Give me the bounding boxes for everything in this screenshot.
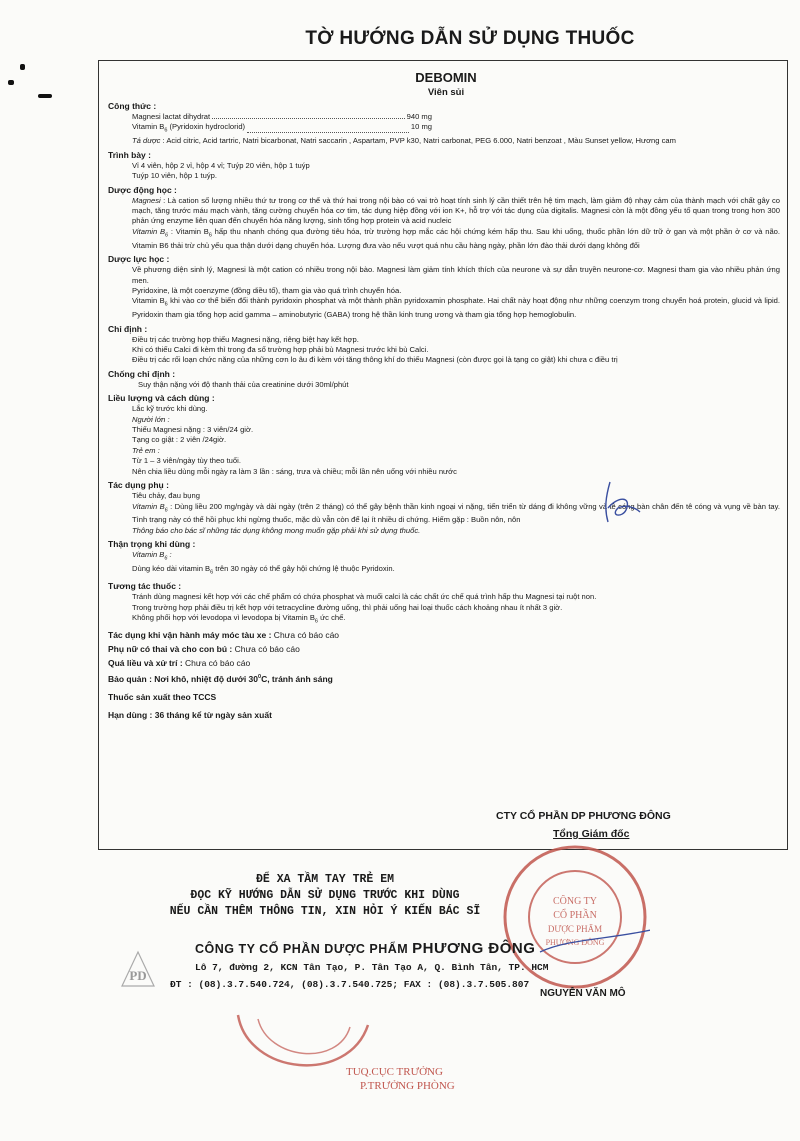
warning-line: NẾU CẦN THÊM THÔNG TIN, XIN HỎI Ý KIẾN BÁC SĨ: [169, 905, 481, 918]
signature-name: NGUYỄN VĂN MÔ: [540, 988, 626, 999]
side-effect-notice: Thông báo cho bác sĩ những tác dụng không mong muốn gặp phải khi sử dụng thuốc.: [132, 525, 421, 535]
section-pharmacodynamics-heading: Dược động học :: [108, 184, 177, 195]
expiry-date: Hạn dùng : 36 tháng kể từ ngày sản xuất: [108, 709, 272, 720]
pharmacodynamics-vitamin-b6: Vitamin $B_6$ : Vitamin $B_6$ hấp thu nhanh chóng qua đường tiêu hóa, trừ trường hợp mắc các hội chứng kém hấp thu. Sau khi uống, thuốc phần lớn dữ trữ ở gan và một phần ở cơ và não. Vitamin B6 thải trừ chủ yếu qua thận dưới dạng chuyển hóa. Lượng đưa vào nếu vượt quá nhu cầu hàng ngày, phần lớn đào thải dưới dạng không đổi: [132, 226, 781, 250]
interaction-line: Không phối hợp với levodopa vì levodopa bị Vitamin $B_6$ ức chế.: [132, 612, 346, 625]
section-overdose: Quá liều và xử trí : Chưa có báo cáo: [108, 657, 251, 668]
scan-mark: [20, 64, 25, 70]
side-effect-line: Tiêu chảy, đau bụng: [132, 491, 200, 501]
section-contraindications-heading: Chống chỉ định :: [108, 368, 176, 379]
warning-line: ĐỂ XA TẦM TAY TRẺ EM: [255, 873, 395, 886]
indication-item: Khi có thiếu Calci đi kèm thì trong đa số trường hợp phải bù Magnesi trước khi bù Calci.: [132, 345, 429, 355]
formula-item-magnesi: Magnesi lactat dihydrat 940 mg: [132, 112, 432, 121]
dosage-note: Nên chia liều dùng mỗi ngày ra làm 3 lần : sáng, trưa và chiều; mỗi lần nên uống với nhiều nước: [132, 466, 457, 476]
section-pregnancy: Phụ nữ có thai và cho con bú : Chưa có báo cáo: [108, 643, 300, 654]
svg-text:CỔ PHẦN: CỔ PHẦN: [553, 910, 597, 921]
svg-text:CÔNG TY: CÔNG TY: [553, 896, 597, 907]
warning-line: ĐỌC KỸ HƯỚNG DẪN SỬ DỤNG TRƯỚC KHI DÙNG: [190, 889, 460, 902]
section-indications-heading: Chỉ định :: [108, 323, 148, 334]
dosage-line: Thiếu Magnesi nặng : 3 viên/24 giờ.: [132, 425, 254, 435]
section-packaging-heading: Trình bày :: [108, 149, 151, 160]
company-address: Lô 7, đường 2, KCN Tân Tạo, P. Tân Tạo A, Q. Bình Tân, TP. HCM: [195, 962, 549, 973]
leaflet-content: [108, 64, 784, 721]
warnings-block: [0, 872, 800, 920]
packaging-line: Tuýp 10 viên, hộp 1 tuýp.: [132, 171, 217, 181]
logo-icon: [118, 950, 158, 990]
company-name: CÔNG TY CỔ PHẦN DƯỢC PHẨM PHƯƠNG ĐÔNG: [195, 940, 536, 957]
section-side-effects-heading: Tác dụng phụ :: [108, 480, 169, 491]
company-logo: [118, 950, 158, 990]
scan-mark: [38, 94, 52, 98]
indication-item: Điều trị các rối loạn chức năng của những cơn lo âu đi kèm với tăng thông khí do thiếu Magnesi (còn được gọi là tạng co giật) khi chưa c điều trị: [132, 355, 618, 365]
product-name: DEBOMIN: [415, 70, 477, 85]
section-dosage-heading: Liều lượng và cách dùng :: [108, 393, 215, 404]
company-phone: ĐT : (08).3.7.540.724, (08).3.7.540.725; FAX : (08).3.7.505.807: [170, 979, 530, 990]
page-title: TỜ HƯỚNG DẪN SỬ DỤNG THUỐC: [305, 28, 635, 49]
dosage-adult-label: Người lớn :: [132, 414, 170, 424]
pharmacology-paragraph: Vitamin $B_6$ khi vào cơ thể biến đổi thành pyridoxin phosphat và một thành phần pyridoxamin phosphate. Hai chất này hoạt động như những coenzym trong chuyển hoá protein, glucid và lipid. Pyridoxin tham gia tổng hợp acid gamma – aminobutyric (GABA) trong hệ thần kinh trung ương và tham gia tổng hợp hemoglobulin.: [132, 296, 780, 320]
pharmacodynamics-magnesi: Magnesi : Là cation số lượng nhiều thứ tư trong cơ thể và thứ hai trong nội bào có vai trò hoạt tính sinh lý cần thiết trên hệ tim mạch, làm giảm độ nhạy cảm của thành mạch với chất gây co mạch, tăng trước máu mạch vành, tăng cường chuyển hóa cơ tim, tác dụng hiệp đồng với ion K+, hỗ trợ với tác dụng của digitalis. Magnesi còn là một đồng yếu tố quan trong trong hơn 300 phản ứng enzyme liên quan đến chuyển hóa năng lượng, sinh tổng hợp protein và acid nucleic: [132, 195, 780, 226]
contraindication-item: Suy thận nặng với độ thanh thải của creatinine dưới 30ml/phút: [138, 379, 349, 389]
signature-company: CTY CỔ PHẦN DP PHƯƠNG ĐÔNG: [496, 810, 671, 822]
pharmacology-paragraph: Về phương diện sinh lý, Magnesi là một cation có nhiều trong nội bào. Magnesi làm giảm tính khích thích của neurone và sự dẫn truyền neurone-cơ. Magnesi tham gia vào nhiều phản ứng men.: [132, 265, 780, 285]
blue-signature-mark: [596, 478, 644, 528]
official-line: TUQ.CỤC TRƯỞNG: [346, 1066, 443, 1078]
side-effect-vitamin-b6: Vitamin $B_6$ : Dùng liều 200 mg/ngày và dài ngày (trên 2 tháng) có thể gây bệnh thần kinh ngoại vi nặng, tiến triển từ dáng đi không vững và tê cóng bàn chân đến tê cóng và vụng về bàn tay. Tình trạng này có thể hồi phục khi ngừng thuốc, mặc dù vẫn còn để lại ít nhiều di chứng. Hiếm gặp : Buồn nôn, nôn: [132, 501, 780, 525]
interaction-line: Tránh dùng magnesi kết hợp với các chế phẩm có chứa phosphat và muối calci là các chất ức chế quá trình hấp thu Magnesi tại ruột non.: [132, 592, 597, 602]
dosage-line: Lắc kỹ trước khi dùng.: [132, 404, 208, 414]
formula-item-vitamin-b6: Vitamin $B_6$ (Pyridoxin hydroclorid) 10 mg: [132, 122, 432, 134]
scan-mark: [8, 80, 14, 85]
section-storage: Bảo quản : Nơi khô, nhiệt độ dưới $30^0C$, tránh ánh sáng: [108, 673, 333, 684]
dosage-line: Từ 1 – 3 viên/ngày tùy theo tuổi.: [132, 456, 241, 466]
packaging-line: Vỉ 4 viên, hộp 2 vỉ, hộp 4 vỉ; Tuýp 20 viên, hộp 1 tuýp: [132, 160, 310, 170]
dosage-line: Tạng co giật : 2 viên /24giờ.: [132, 435, 227, 445]
indication-item: Điều trị các trường hợp thiếu Magnesi nặng, riêng biệt hay kết hợp.: [132, 334, 359, 344]
svg-text:PHƯƠNG ĐÔNG: PHƯƠNG ĐÔNG: [545, 938, 605, 947]
manufacturing-standard: Thuốc sản xuất theo TCCS: [108, 691, 217, 702]
pharmacology-paragraph: Pyridoxine, là một coenzyme (đồng diều tố), tham gia vào quá trình chuyển hóa.: [132, 285, 402, 295]
dosage-child-label: Trẻ em :: [132, 445, 160, 455]
svg-text:PD: PD: [129, 968, 147, 983]
formula-excipients: Tá dược : Acid citric, Acid tartric, Natri bicarbonat, Natri saccarin , Aspartam, PVP k30, Natri carbonat, PEG 6.000, Natri benzoat , Màu Sunset yellow, Hương cam: [132, 136, 676, 146]
svg-text:DƯỢC PHẨM: DƯỢC PHẨM: [547, 924, 603, 934]
product-form: Viên sủi: [427, 87, 465, 98]
precaution-vitamin-b6-label: Vitamin $B_6$ :: [132, 550, 172, 562]
signature-role: Tổng Giám đốc: [553, 828, 630, 840]
section-pharmacology-heading: Dược lực học :: [108, 254, 170, 265]
section-formula-heading: Công thức :: [108, 101, 157, 111]
interaction-line: Trong trường hợp phải điều trị kết hợp với tetracycline đường uống, thì phải uống hai loại thuốc cách khoảng nhau ít nhất 3 giờ.: [132, 602, 563, 612]
section-driving: Tác dụng khi vận hành máy móc tàu xe : Chưa có báo cáo: [108, 629, 340, 640]
official-stamp-text: [320, 1065, 455, 1093]
section-interactions-heading: Tương tác thuốc :: [108, 581, 182, 592]
precaution-line: Dùng kéo dài vitamin $B_6$ trên 30 ngày có thể gây hội chứng lệ thuộc Pyridoxin.: [132, 564, 395, 576]
section-precautions-heading: Thận trọng khi dùng :: [108, 539, 196, 550]
official-line: P.TRƯỞNG PHÒNG: [360, 1080, 455, 1092]
